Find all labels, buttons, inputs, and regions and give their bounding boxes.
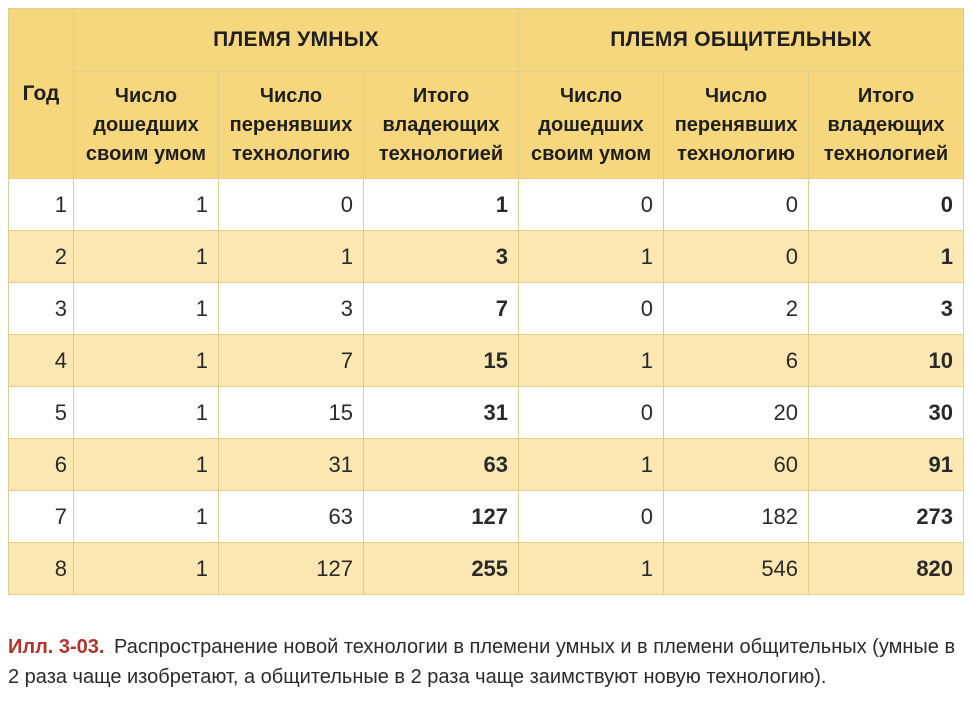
header-line: перенявших (229, 113, 353, 136)
header-line: Итого (857, 84, 915, 107)
smart-adopted-cell: 3 (219, 283, 364, 335)
header-line: Итого (412, 84, 470, 107)
smart-total-cell: 127 (364, 491, 519, 543)
smart-total-cell: 7 (364, 283, 519, 335)
smart-adopted-cell: 127 (219, 543, 364, 595)
sociable-total-cell: 3 (809, 283, 964, 335)
sociable-adopted-cell: 546 (664, 543, 809, 595)
sociable-self-cell: 1 (519, 231, 664, 283)
year-cell: 8 (9, 543, 74, 595)
sociable-total-cell: 30 (809, 387, 964, 439)
table-row (9, 335, 964, 387)
header-line: владеющих (827, 113, 945, 136)
smart-total-cell: 63 (364, 439, 519, 491)
header-line: Число (114, 84, 178, 107)
table-row (9, 439, 964, 491)
sociable-adopted-cell: 2 (664, 283, 809, 335)
sociable-adopted-cell: 6 (664, 335, 809, 387)
header-line: перенявших (674, 113, 798, 136)
table-row (9, 387, 964, 439)
figure-caption (8, 632, 958, 692)
smart-self-cell: 1 (74, 543, 219, 595)
smart-total-cell: 31 (364, 387, 519, 439)
header-line: технологию (677, 142, 795, 165)
sociable-self-cell: 1 (519, 439, 664, 491)
smart-adopted-cell: 31 (219, 439, 364, 491)
header-line: дошедших (538, 113, 644, 136)
column-header-sociable-total (809, 72, 964, 179)
year-cell: 2 (9, 231, 74, 283)
header-line: технологией (378, 142, 504, 165)
smart-self-cell: 1 (74, 491, 219, 543)
year-column-header: Год (9, 9, 74, 179)
column-header-sociable-adopted (664, 72, 809, 179)
group-header-smart-tribe: ПЛЕМЯ УМНЫХ (74, 9, 519, 72)
year-cell: 4 (9, 335, 74, 387)
table-header (9, 9, 964, 179)
sociable-self-cell: 0 (519, 387, 664, 439)
column-header-smart-adopted (219, 72, 364, 179)
table-row (9, 179, 964, 231)
column-header-sociable-self-discovered (519, 72, 664, 179)
year-cell: 3 (9, 283, 74, 335)
sociable-adopted-cell: 20 (664, 387, 809, 439)
sociable-self-cell: 0 (519, 491, 664, 543)
smart-self-cell: 1 (74, 439, 219, 491)
column-header-smart-self-discovered (74, 72, 219, 179)
sociable-self-cell: 1 (519, 543, 664, 595)
sociable-total-cell: 10 (809, 335, 964, 387)
smart-adopted-cell: 63 (219, 491, 364, 543)
sociable-total-cell: 91 (809, 439, 964, 491)
smart-self-cell: 1 (74, 387, 219, 439)
header-line: технологией (823, 142, 949, 165)
table-row (9, 543, 964, 595)
sociable-self-cell: 0 (519, 179, 664, 231)
column-header-smart-total (364, 72, 519, 179)
table-row (9, 491, 964, 543)
header-line: своим умом (530, 142, 652, 165)
smart-self-cell: 1 (74, 179, 219, 231)
header-line: владеющих (382, 113, 500, 136)
smart-adopted-cell: 1 (219, 231, 364, 283)
header-line: Число (559, 84, 623, 107)
sociable-adopted-cell: 60 (664, 439, 809, 491)
table-row (9, 231, 964, 283)
caption-text: Распространение новой технологии в племени умных и в племени общительных (умные в 2 раза чаще изобретают, а общительные в 2 раза чаще заимствуют новую технологию). (8, 636, 956, 688)
smart-self-cell: 1 (74, 231, 219, 283)
year-cell: 5 (9, 387, 74, 439)
header-line: своим умом (85, 142, 207, 165)
year-cell: 7 (9, 491, 74, 543)
group-header-sociable-tribe: ПЛЕМЯ ОБЩИТЕЛЬНЫХ (519, 9, 964, 72)
smart-total-cell: 3 (364, 231, 519, 283)
year-cell: 6 (9, 439, 74, 491)
header-line: Число (259, 84, 323, 107)
header-line: Число (704, 84, 768, 107)
sociable-self-cell: 0 (519, 283, 664, 335)
smart-adopted-cell: 7 (219, 335, 364, 387)
year-cell: 1 (9, 179, 74, 231)
table-body (9, 179, 964, 595)
sociable-adopted-cell: 182 (664, 491, 809, 543)
header-line: технологию (232, 142, 350, 165)
smart-self-cell: 1 (74, 335, 219, 387)
smart-self-cell: 1 (74, 283, 219, 335)
smart-total-cell: 15 (364, 335, 519, 387)
smart-total-cell: 255 (364, 543, 519, 595)
caption-label: Илл. 3-03. (8, 636, 105, 658)
sociable-total-cell: 0 (809, 179, 964, 231)
sociable-self-cell: 1 (519, 335, 664, 387)
smart-adopted-cell: 15 (219, 387, 364, 439)
sociable-adopted-cell: 0 (664, 179, 809, 231)
table-row (9, 283, 964, 335)
header-line: дошедших (93, 113, 199, 136)
sociable-total-cell: 273 (809, 491, 964, 543)
technology-spread-table (8, 8, 964, 595)
sociable-adopted-cell: 0 (664, 231, 809, 283)
sociable-total-cell: 820 (809, 543, 964, 595)
smart-total-cell: 1 (364, 179, 519, 231)
sociable-total-cell: 1 (809, 231, 964, 283)
smart-adopted-cell: 0 (219, 179, 364, 231)
